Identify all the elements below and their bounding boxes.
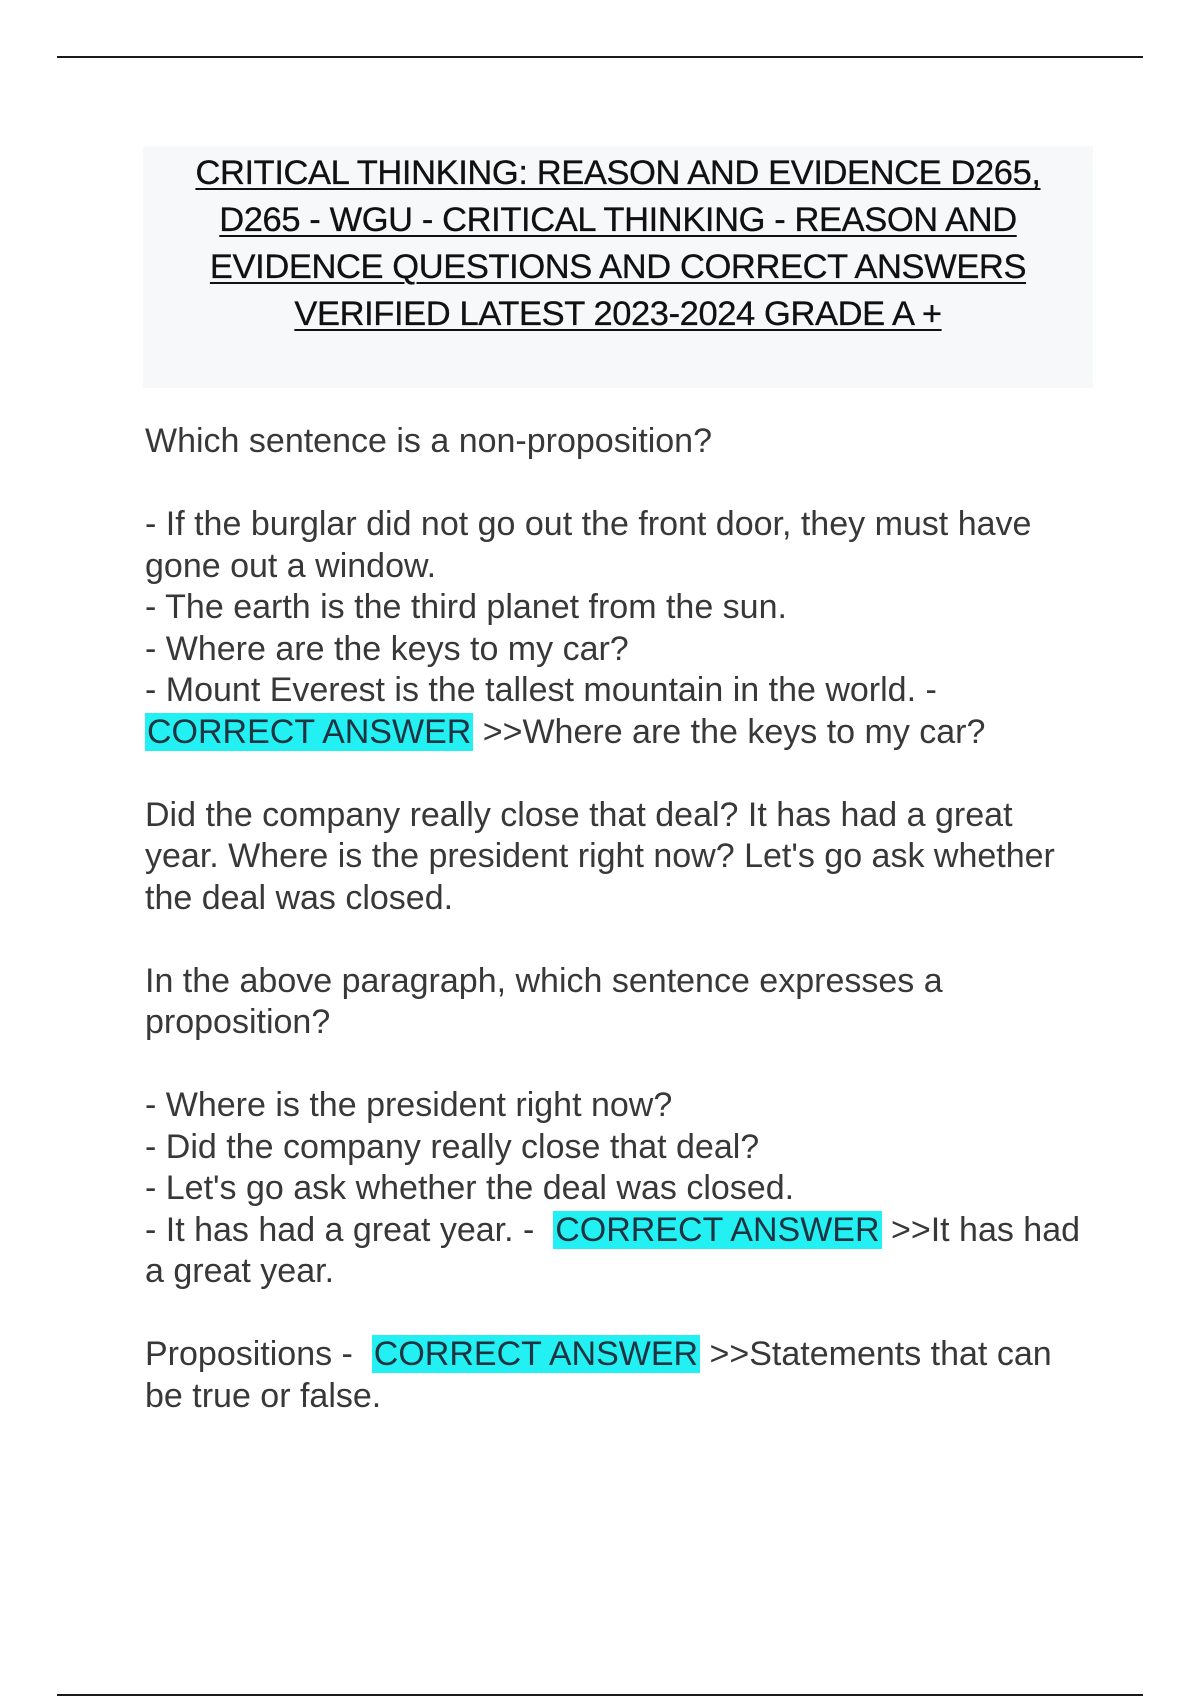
q2-option-3: - Let's go ask whether the deal was closed. bbox=[145, 1169, 795, 1207]
q1-question: Which sentence is a non-proposition? bbox=[145, 422, 712, 460]
q1-option-2: - The earth is the third planet from the sun. bbox=[145, 588, 787, 626]
q2-paragraph: Did the company really close that deal? It has had a great year. Where is the president right now? Let's go ask whether the deal was closed. bbox=[145, 795, 1055, 917]
title-box bbox=[143, 146, 1093, 388]
spacer bbox=[145, 753, 1090, 795]
q2-answer: >>It has had a great year. bbox=[145, 1210, 1081, 1290]
top-rule bbox=[57, 56, 1143, 58]
q1-option-1: - If the burglar did not go out the front door, they must have gone out a window. bbox=[145, 505, 1032, 585]
q1-option-4: - Mount Everest is the tallest mountain in the world. - bbox=[145, 671, 937, 709]
q3-term: Propositions - bbox=[145, 1335, 353, 1373]
q2-question: In the above paragraph, which sentence expresses a proposition? bbox=[145, 961, 943, 1041]
spacer bbox=[145, 919, 1090, 961]
document-body bbox=[145, 421, 1090, 1417]
correct-answer-highlight: CORRECT ANSWER bbox=[555, 1210, 880, 1249]
q1-answer-line bbox=[145, 712, 1090, 754]
q1-option-3: - Where are the keys to my car? bbox=[145, 629, 629, 668]
q2-option-2: - Did the company really close that deal? bbox=[145, 1127, 760, 1166]
q2-option-4-and-answer bbox=[145, 1210, 1090, 1293]
correct-answer-highlight: CORRECT ANSWER bbox=[147, 712, 472, 751]
spacer bbox=[145, 463, 1090, 505]
q3-line bbox=[145, 1334, 1090, 1417]
spacer bbox=[145, 1044, 1090, 1086]
q2-option-1: - Where is the president right now? bbox=[145, 1086, 673, 1124]
q3-answer: >>Statements that can be true or false. bbox=[145, 1335, 1052, 1415]
bottom-rule bbox=[57, 1694, 1143, 1696]
document-title: CRITICAL THINKING: REASON AND EVIDENCE D265, D265 - WGU - CRITICAL THINKING - REASON AND EVIDENCE QUESTIONS AND CORRECT ANSWERS VERIFIED LATEST 2023-2024 GRADE A + bbox=[195, 154, 1041, 333]
q1-answer: >>Where are the keys to my car? bbox=[482, 712, 986, 751]
spacer bbox=[145, 1293, 1090, 1335]
correct-answer-highlight: CORRECT ANSWER bbox=[373, 1335, 699, 1373]
q2-option-4: - It has had a great year. - bbox=[145, 1210, 535, 1249]
